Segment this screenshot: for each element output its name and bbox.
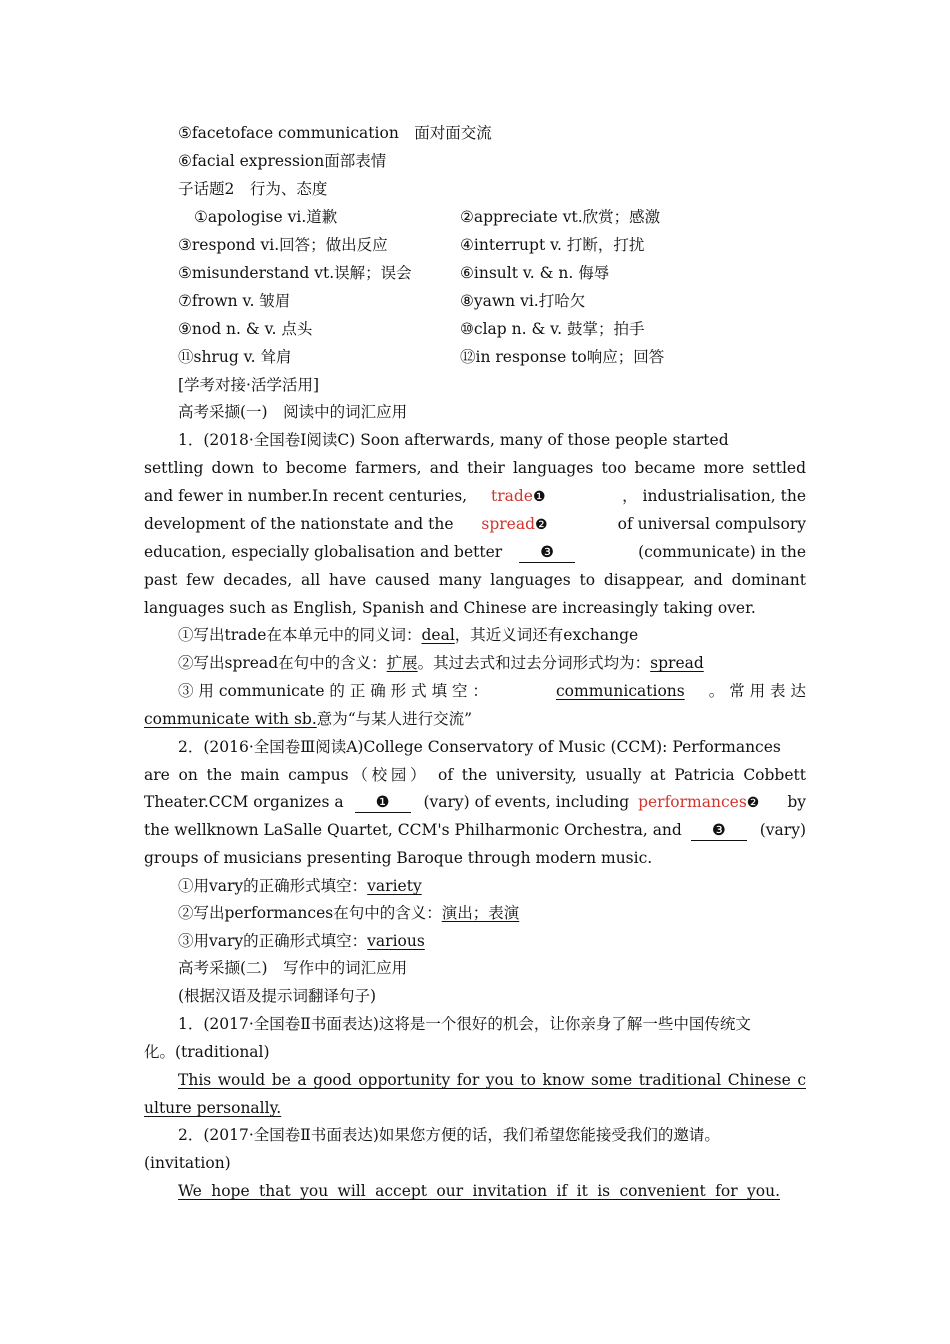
vocab-nod: ⑨nod n. & v. 点头 <box>178 320 313 338</box>
passage2-line2: are on the main campus（校园） of the university, usually at Patricia Cobbett <box>144 766 806 784</box>
translation-instruction: (根据汉语及提示词翻译句子) <box>178 987 377 1005</box>
blank-3[interactable]: ❸ <box>519 542 575 563</box>
q1-c: ③ 用 communicate 的 正 确 形 式 填 空 ： communications 。 常 用 表 达 <box>178 682 806 700</box>
q2-b: ②写出performances在句中的含义：演出；表演 <box>178 904 520 922</box>
gaokao-reading-title: 高考采撷(一) 阅读中的词汇应用 <box>178 403 408 421</box>
q1-b: ②写出spread在句中的含义：扩展。其过去式和过去分词形式均为：spread <box>178 654 704 672</box>
writing1-prompt: 1．(2017·全国卷Ⅱ书面表达)这将是一个很好的机会，让你亲身了解一些中国传统文 <box>178 1015 751 1033</box>
vocab-misunderstand: ⑤misunderstand vt.误解；误会 <box>178 264 412 282</box>
vocab-interrupt: ④interrupt v. 打断，打扰 <box>460 236 645 254</box>
highlight-trade: trade <box>490 487 533 505</box>
passage2-line4: the wellknown LaSalle Quartet, CCM's Philharmonic Orchestra, and ❸ (vary) <box>144 821 806 839</box>
gaokao-writing-title: 高考采撷(二) 写作中的词汇应用 <box>178 959 408 977</box>
answer-communicate-with: communicate with sb. <box>144 710 317 728</box>
vocab-shrug: ⑪shrug v. 耸肩 <box>178 348 292 366</box>
section-heading: [学考对接·活学活用] <box>178 376 320 394</box>
q1-c-cont: communicate with sb.意为“与某人进行交流” <box>144 710 473 728</box>
blank-1[interactable]: ❶ <box>355 792 411 813</box>
answer-spread: spread <box>650 654 704 672</box>
blank-3b[interactable]: ❸ <box>691 820 747 841</box>
answer-performance-meaning: 演出；表演 <box>441 904 520 922</box>
highlight-spread: spread <box>481 515 535 533</box>
passage2-line1: 2．(2016·全国卷Ⅲ阅读A)College Conservatory of Music (CCM): Performances <box>178 738 781 756</box>
passage1-line4: development of the nationstate and the spread❷ of universal compulsory <box>144 515 806 533</box>
answer-communications: communications <box>556 682 685 700</box>
passage1-line6: past few decades, all have caused many languages to disappear, and dominant <box>144 571 806 589</box>
vocab-item-facial-expression: ⑥facial expression面部表情 <box>178 152 387 170</box>
vocab-respond: ③respond vi.回答；做出反应 <box>178 236 388 254</box>
q1-a: ①写出trade在本单元中的同义词：deal，其近义词还有exchange <box>178 626 639 644</box>
writing2-prompt: 2．(2017·全国卷Ⅱ书面表达)如果您方便的话，我们希望您能接受我们的邀请。 <box>178 1126 720 1144</box>
passage1-line7: languages such as English, Spanish and Chinese are increasingly taking over. <box>144 599 756 617</box>
answer-various: various <box>367 932 425 950</box>
passage2-line3: Theater.CCM organizes a ❶ (vary) of events, including performances❷ by <box>144 793 806 811</box>
vocab-appreciate: ②appreciate vt.欣赏；感激 <box>460 208 661 226</box>
subtopic-heading: 子话题2 行为、态度 <box>178 180 328 198</box>
vocab-in-response-to: ⑫in response to响应；回答 <box>460 348 665 366</box>
writing1-answer-cont: ulture personally. <box>144 1099 282 1117</box>
vocab-insult: ⑥insult v. & n. 侮辱 <box>460 264 610 282</box>
passage1-line5: education, especially globalisation and better ❸ (communicate) in the <box>144 543 806 561</box>
writing1-answer: This would be a good opportunity for you to know some traditional Chinese c <box>178 1071 806 1089</box>
vocab-apologise: ①apologise vi.道歉 <box>194 208 338 226</box>
q2-a: ①用vary的正确形式填空：variety <box>178 877 422 895</box>
vocab-clap: ⑩clap n. & v. 鼓掌；拍手 <box>460 320 645 338</box>
vocab-item-face-to-face: ⑤facetoface communication 面对面交流 <box>178 124 492 142</box>
marker-2b: ❷ <box>746 795 760 811</box>
passage1-line2: settling down to become farmers, and their languages too became more settled <box>144 459 806 477</box>
highlight-performances: performances <box>638 793 747 811</box>
passage1-line3: and fewer in number.In recent centuries, trade❶ ， industrialisation, the <box>144 487 806 505</box>
writing2-answer: We hope that you will accept our invitation if it is convenient for you. <box>178 1182 780 1200</box>
answer-expand: 扩展 <box>386 654 418 672</box>
marker-1: ❶ <box>532 489 546 505</box>
passage2-line5: groups of musicians presenting Baroque through modern music. <box>144 849 653 867</box>
marker-2: ❷ <box>535 517 548 533</box>
passage1-line1: 1．(2018·全国卷Ⅰ阅读C) Soon afterwards, many of those people started <box>178 431 729 449</box>
writing2-prompt-cont: (invitation) <box>144 1154 231 1172</box>
vocab-yawn: ⑧yawn vi.打哈欠 <box>460 292 586 310</box>
writing1-prompt-cont: 化。(traditional) <box>144 1043 270 1061</box>
vocab-frown: ⑦frown v. 皱眉 <box>178 292 291 310</box>
answer-variety: variety <box>367 877 422 895</box>
q2-c: ③用vary的正确形式填空：various <box>178 932 425 950</box>
answer-deal: deal <box>421 626 455 644</box>
